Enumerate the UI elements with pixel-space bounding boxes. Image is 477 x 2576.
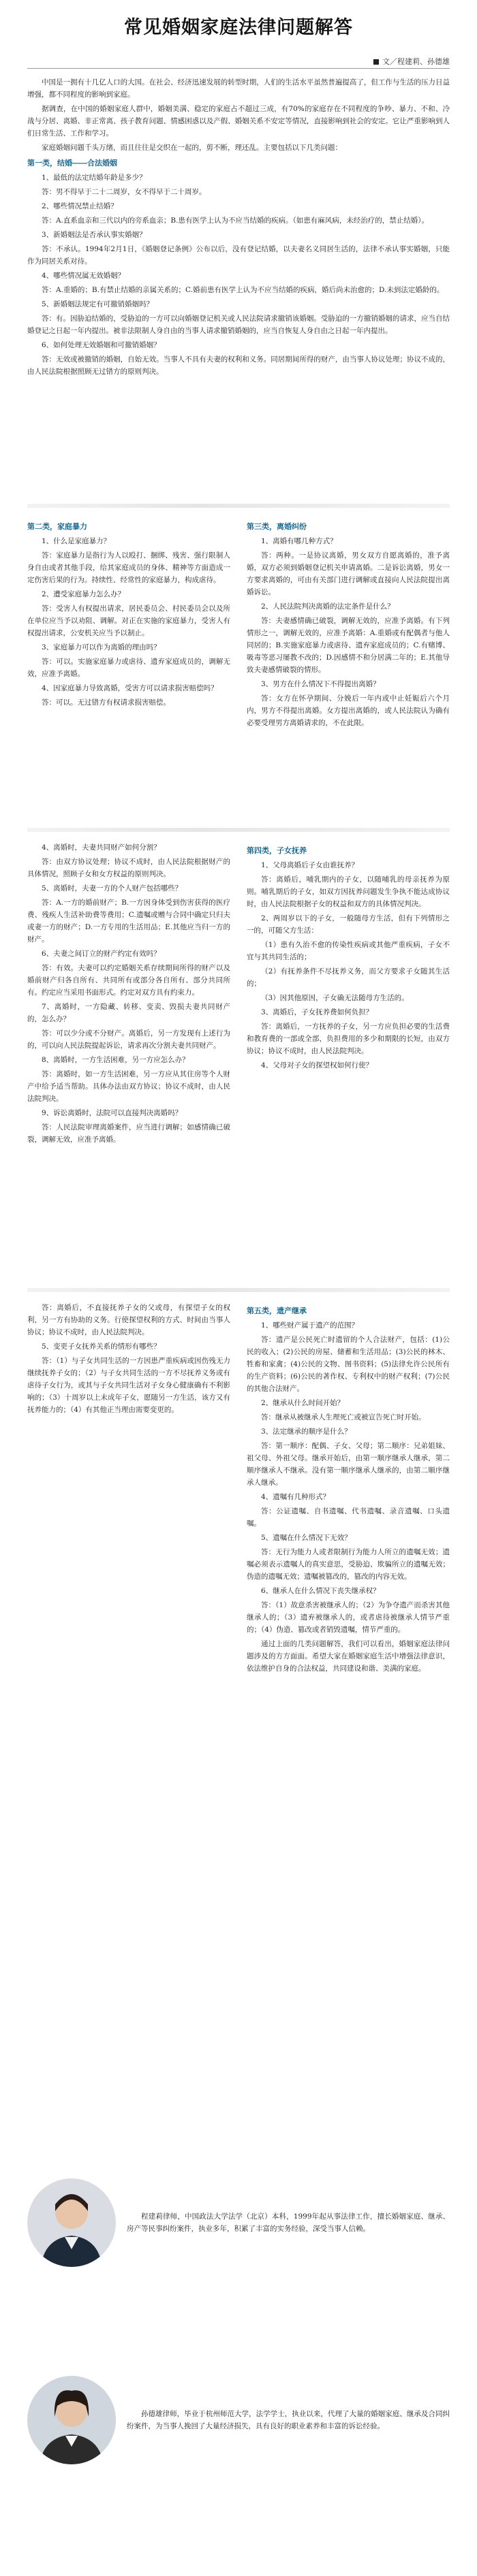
right-column xyxy=(247,1302,450,2044)
qa-paragraph: 答：可以少分或不分财产。离婚后，另一方发现有上述行为的，可以向人民法院提起诉讼，请求再次分割夫妻共同财产。 xyxy=(27,1029,230,1050)
right-column xyxy=(247,517,450,817)
qa-paragraph: 2、两周岁以下的子女，一般随母方生活，但有下列情形之一的，可随父方生活： xyxy=(247,914,450,935)
qa-paragraph: 2、人民法院判决离婚的法定条件是什么？ xyxy=(261,602,395,611)
qa-paragraph: 答：家庭暴力是指行为人以殴打、捆绑、残害、强行限制人身自由或者其他手段，给其家庭成员的身体、精神等方面造成一定伤害后果的行为。持续性、经常性的家庭暴力，构成虐待。 xyxy=(27,551,230,584)
qa-paragraph: 4、哪些情况属无效婚姻？ xyxy=(42,272,125,280)
qa-paragraph: （1）患有久治不愈的传染性疾病或其他严重疾病，子女不宜与其共同生活的； xyxy=(247,941,450,961)
qa-paragraph: 答：两种。一是协议离婚，男女双方自愿离婚的，准予离婚，双方必须到婚姻登记机关申请离婚。二是诉讼离婚，男女一方要求离婚的，可由有关部门进行调解或直接向人民法院提出离婚诉讼。 xyxy=(247,551,450,596)
left-column xyxy=(27,1302,230,2044)
qa-paragraph: 答：离婚后，一方抚养的子女，另一方应负担必要的生活费和教育费的一部或全部，负担费用的多少和期限的长短，由双方协议；协议不成时，由人民法院判决。 xyxy=(247,1023,450,1055)
qa-paragraph: 答：继承从被继承人生理死亡或被宣告死亡时开始。 xyxy=(261,1413,426,1421)
qa-paragraph: 3、法定继承的顺序是什么？ xyxy=(261,1428,352,1436)
qa-paragraph: 1、什么是家庭暴力？ xyxy=(42,537,111,545)
two-column-block xyxy=(27,1302,450,2044)
qa-paragraph: 答：离婚后，哺乳期内的子女，以随哺乳的母亲抚养为原则。哺乳期后的子女，如双方因抚养问题发生争执不能达成协议时，由人民法院根据子女的权益和双方的具体情况判决。 xyxy=(247,875,450,908)
section-divider xyxy=(27,1288,450,1292)
qa-paragraph: 答：人民法院审理离婚案件，应当进行调解；如感情确已破裂，调解无效，应准予离婚。 xyxy=(27,1123,230,1144)
section-heading: 第二类，家庭暴力 xyxy=(27,523,87,531)
square-bullet-icon xyxy=(373,59,379,65)
qa-paragraph: 5、变更子女抚养关系的情形有哪些？ xyxy=(42,1342,161,1351)
qa-paragraph: 8、离婚时，一方生活困难，另一方应怎么办？ xyxy=(42,1056,189,1064)
qa-paragraph: 7、离婚时，一方隐藏、转移、变卖、毁损夫妻共同财产的，怎么办？ xyxy=(27,1003,230,1023)
qa-paragraph: 答：可以。无过错方有权请求损害赔偿。 xyxy=(42,698,170,707)
qa-paragraph: 答：有。因胁迫结婚的，受胁迫的一方可以向婚姻登记机关或人民法院请求撤销该婚姻。受胁迫的一方撤销婚姻的请求，应当自结婚登记之日起一年内提出。被非法限制人身自由的当事人请求撤销婚姻的，应当自恢复人身自由之日起一年内提出。 xyxy=(27,315,450,335)
qa-paragraph: 5、遗嘱在什么情况下无效？ xyxy=(261,1534,352,1542)
qa-paragraph: 6、继承人在什么情况下丧失继承权？ xyxy=(261,1587,380,1595)
section-heading: 第四类，子女抚养 xyxy=(247,847,307,855)
qa-paragraph: 答：A.重婚的；B.有禁止结婚的亲属关系的；C.婚前患有医学上认为不应当结婚的疾病，婚后尚未治愈的；D.未到法定婚龄的。 xyxy=(42,286,444,294)
two-column-block xyxy=(27,841,450,1277)
qa-paragraph: 5、离婚时，夫妻一方的个人财产包括哪些？ xyxy=(42,884,183,892)
qa-paragraph: 答：A.直系血亲和三代以内的旁系血亲；B.患有医学上认为不应当结婚的疾病。（如患有麻风病，未经治疗的，禁止结婚）。 xyxy=(42,216,429,225)
intro-paragraph: 家庭婚姻问题千头万绪，而且往往是交织在一起的，剪不断，理还乱。主要包括以下几类问题： xyxy=(42,144,342,152)
qa-paragraph: 答：（1）故意杀害被继承人的；（2）为争夺遗产而杀害其他继承人的；（3）遗弃被继承人的，或者虐待被继承人情节严重的；（4）伪造、篡改或者销毁遗嘱，情节严重的。 xyxy=(247,1601,450,1634)
qa-paragraph: 答：不承认。1994年2月1日，《婚姻登记条例》公布以后，没有登记结婚，以夫妻名义同居生活的，法律不承认事实婚姻，只能作为同居关系对待。 xyxy=(27,245,450,265)
qa-paragraph: 4、因家庭暴力导致离婚，受害方可以请求损害赔偿吗？ xyxy=(42,684,218,692)
qa-paragraph: 4、离婚时，夫妻共同财产如何分割？ xyxy=(42,843,161,852)
portrait-image xyxy=(27,2376,116,2464)
qa-paragraph: 1、父母离婚后子女由谁抚养？ xyxy=(261,861,359,869)
intro-paragraph: 中国是一拥有十几亿人口的大国。在社会、经济迅速发展的转型时期，人们的生活水平虽然普遍提高了，但工作与生活的压力日益增强，都不同程度的影响到家庭。 xyxy=(27,78,450,99)
qa-paragraph: 通过上面的几类问题解答，我们可以看出，婚姻家庭法律问题涉及的方方面面。希望大家在婚姻家庭生活中增强法律意识，依法维护自身的合法权益，共同建设和谐、美满的家庭。 xyxy=(247,1640,450,1673)
qa-paragraph: 答：由双方协议处理；协议不成时，由人民法院根据财产的具体情况，照顾子女和女方权益的原则判决。 xyxy=(27,858,230,878)
qa-paragraph: 4、父母对子女的探望权如何行使？ xyxy=(261,1061,373,1069)
author-photo xyxy=(27,2376,116,2464)
qa-paragraph: 1、离婚有哪几种方式？ xyxy=(261,537,337,545)
qa-paragraph: 答：离婚后，不直接抚养子女的父或母，有探望子女的权利，另一方有协助的义务。行使探望权利的方式、时间由当事人协议；协议不成时，由人民法院判决。 xyxy=(27,1304,230,1336)
title-rule xyxy=(27,68,450,69)
qa-paragraph: 3、新婚姻法是否承认事实婚姻？ xyxy=(42,231,147,239)
left-column xyxy=(27,841,230,1277)
qa-paragraph: 答：男不得早于二十二周岁，女不得早于二十周岁。 xyxy=(42,188,206,196)
qa-paragraph: （3）因其他原因，子女确无法随母方生活的。 xyxy=(261,994,409,1002)
qa-paragraph: 答：公证遗嘱、自书遗嘱、代书遗嘱、录音遗嘱、口头遗嘱。 xyxy=(247,1507,450,1528)
qa-paragraph: 2、哪些情况禁止结婚？ xyxy=(42,202,118,210)
left-column xyxy=(27,517,230,817)
qa-paragraph: 答：女方在怀孕期间、分娩后一年内或中止妊娠后六个月内，男方不得提出离婚。女方提出离婚的，或人民法院认为确有必要受理男方离婚请求的，不在此限。 xyxy=(247,694,450,727)
qa-paragraph: 答：第一顺序：配偶、子女、父母；第二顺序：兄弟姐妹、祖父母、外祖父母。继承开始后，由第一顺序继承人继承，第二顺序继承人不继承。没有第一顺序继承人继承的，由第二顺序继承人继承。 xyxy=(247,1442,450,1487)
byline-text: 文／程建莉、孙德雄 xyxy=(382,58,450,66)
qa-paragraph: 答：夫妻感情确已破裂，调解无效的，应准予离婚。有下列情形之一，调解无效的，应准予离婚：A.重婚或有配偶者与他人同居的；B.实施家庭暴力或虐待、遗弃家庭成员的；C.有赌博、吸毒等恶习屡教不改的；D.因感情不和分居满二年的；E.其他导致夫妻感情破裂的情形。 xyxy=(247,617,450,674)
qa-paragraph: （2）有抚养条件不尽抚养义务，而父方要求子女随其生活的； xyxy=(247,967,450,988)
section-heading: 第五类，遗产继承 xyxy=(247,1307,307,1315)
qa-paragraph: 6、如何处理无效婚姻和可撤销婚姻？ xyxy=(42,341,161,349)
author-photo xyxy=(27,2178,116,2267)
qa-paragraph: 答：（1）与子女共同生活的一方因患严重疾病或因伤残无力继续抚养子女的；（2）与子女共同生活的一方不尽抚养义务或有虐待子女行为，或其与子女共同生活对子女身心健康确有不利影响的；（3）十周岁以上未成年子女，愿随另一方生活，该方又有抚养能力的；（4）有其他正当理由需要变更的。 xyxy=(27,1357,230,1414)
section-divider xyxy=(27,828,450,832)
intro-paragraph: 据调查，在中国的婚姻家庭人群中，婚姻美满、稳定的家庭占不超过三成，有70%的家庭存在不同程度的争吵、暴力、不和、冷战与分居、离婚、非正常离、孩子教育问题、情感困惑以及产假、婚姻关系不安定等情况，直接影响到社会的安定。它让严重影响到人们日常生活、工作和学习。 xyxy=(27,105,450,138)
qa-paragraph: 答：遗产是公民死亡时遗留的个人合法财产，包括：(1)公民的收入；(2)公民的房屋、储蓄和生活用品；(3)公民的林木、牲畜和家禽；(4)公民的文物、图书资料；(5)法律允许公民所有的生产资料；(6)公民的著作权、专利权中的财产权利；(7)公民的其他合法财产。 xyxy=(247,1336,450,1393)
byline xyxy=(373,56,450,67)
section-heading: 第三类，离婚纠纷 xyxy=(247,523,307,531)
author-bio: 孙德雄律师，毕业于杭州师范大学，法学学士，执业以来，代理了大量的婚姻家庭、继承及合同纠纷案件，为当事人挽回了大量经济损失，具有良好的职业素养和丰富的诉讼经验。 xyxy=(127,2410,450,2430)
qa-paragraph: 4、遗嘱有几种形式？ xyxy=(261,1493,330,1501)
qa-paragraph: 答：离婚时，如一方生活困难，另一方应从其住房等个人财产中给予适当帮助。具体办法由双方协议；协议不成时，由人民法院判决。 xyxy=(27,1070,230,1103)
qa-paragraph: 1、哪些财产属于遗产的范围？ xyxy=(261,1321,359,1330)
intro-section xyxy=(27,76,450,492)
two-column-block xyxy=(27,517,450,817)
qa-paragraph: 3、家庭暴力可以作为离婚的理由吗？ xyxy=(42,643,161,651)
qa-paragraph: 1、最低的法定结婚年龄是多少？ xyxy=(42,174,147,182)
qa-paragraph: 5、新婚姻法规定有可撤销婚姻吗？ xyxy=(42,300,154,308)
qa-paragraph: 2、继承从什么时间开始？ xyxy=(261,1399,345,1407)
qa-paragraph: 答：无行为能力人或者限制行为能力人所立的遗嘱无效；遗嘱必须表示遗嘱人的真实意思，受胁迫、欺骗所立的遗嘱无效；伪造的遗嘱无效；遗嘱被篡改的，篡改的内容无效。 xyxy=(247,1548,450,1581)
qa-paragraph: 答：无效或被撤销的婚姻，自始无效。当事人不具有夫妻的权利和义务。同居期间所得的财产，由当事人协议处理；协议不成的，由人民法院根据照顾无过错方的原则判决。 xyxy=(27,355,450,376)
article-title: 常见婚姻家庭法律问题解答 xyxy=(124,17,353,38)
qa-paragraph: 答：可以。实施家庭暴力或虐待、遗弃家庭成员的，调解无效，应准予离婚。 xyxy=(27,658,230,678)
qa-paragraph: 答：有效。夫妻可以约定婚姻关系存续期间所得的财产以及婚前财产归各自所有、共同所有或部分各自所有、部分共同所有。约定应当采用书面形式。约定对双方具有约束力。 xyxy=(27,964,230,997)
qa-paragraph: 答：A.一方的婚前财产；B.一方因身体受到伤害获得的医疗费、残疾人生活补助费等费用；C.遗嘱或赠与合同中确定只归夫或妻一方的财产；D.一方专用的生活用品；E.其他应当归一方的财产。 xyxy=(27,899,230,944)
qa-paragraph: 2、遭受家庭暴力怎么办？ xyxy=(42,590,125,598)
qa-paragraph: 3、男方在什么情况下不得提出离婚？ xyxy=(261,680,380,688)
qa-paragraph: 9、诉讼离婚时，法院可以直接判决离婚吗？ xyxy=(42,1109,183,1117)
qa-paragraph: 6、夫妻之间订立的财产约定有效吗？ xyxy=(42,950,161,958)
qa-paragraph: 3、离婚后，子女抚养费如何负担？ xyxy=(261,1008,373,1016)
section-divider xyxy=(27,504,450,508)
qa-paragraph: 答：受害人有权提出请求，居民委员会、村民委员会以及所在单位应当予以劝阻、调解。对正在实施的家庭暴力，受害人有权提出请求，公安机关应当予以制止。 xyxy=(27,605,230,637)
portrait-image xyxy=(27,2178,116,2267)
author-card xyxy=(27,2178,450,2267)
right-column xyxy=(247,841,450,1277)
section-heading: 第一类，结婚——合法婚姻 xyxy=(27,159,117,167)
author-card xyxy=(27,2376,450,2464)
author-bio: 程建莉律师，中国政法大学法学（北京）本科，1999年起从事法律工作，擅长婚姻家庭、继承、房产等民事纠纷案件，执业多年，积累了丰富的实务经验，深受当事人信赖。 xyxy=(127,2212,450,2233)
